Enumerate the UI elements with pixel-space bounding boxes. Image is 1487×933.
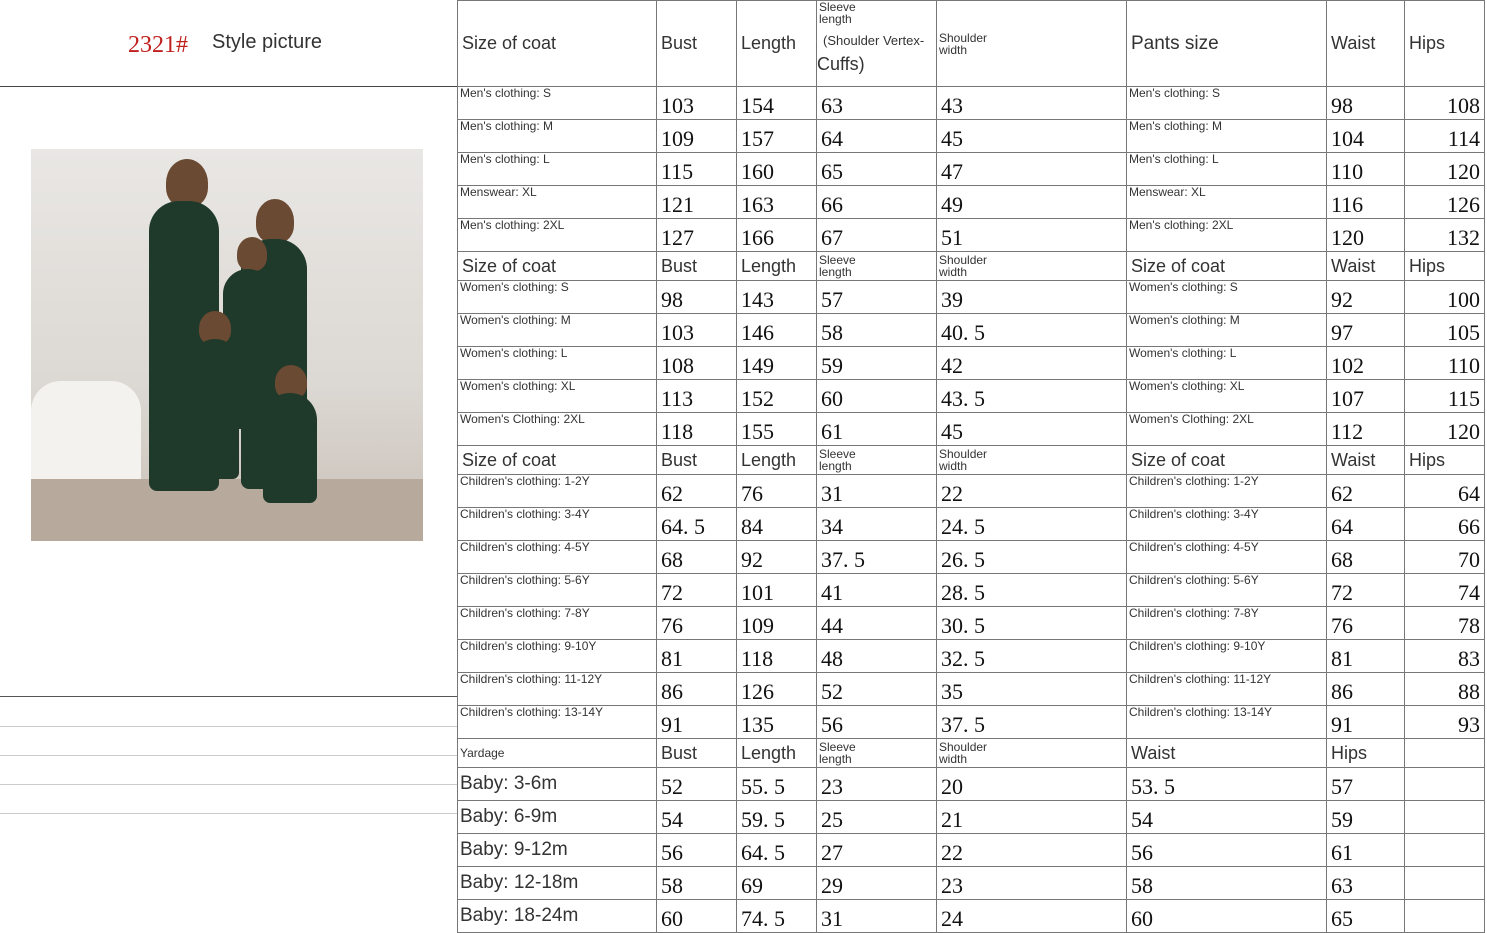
- children-hips-value: 64: [1458, 481, 1480, 506]
- women-length-value: 152: [741, 386, 774, 411]
- men-sleeve-value: 67: [821, 225, 843, 250]
- men-sleeve-value: 63: [821, 93, 843, 118]
- men-row: [458, 87, 1485, 120]
- children-length-value: 76: [741, 481, 763, 506]
- men-coat-size: Men's clothing: 2XL: [460, 218, 565, 232]
- children-pants-size: Children's clothing: 7-8Y: [1129, 606, 1259, 620]
- children-pants-size: Children's clothing: 13-14Y: [1129, 705, 1273, 719]
- women-row: [458, 380, 1485, 413]
- sleeve-header-b: length: [819, 459, 852, 473]
- baby-row: [458, 768, 1485, 801]
- baby-row: [458, 801, 1485, 834]
- children-length-value: 92: [741, 547, 763, 572]
- shoulder-header-a: Shoulder: [939, 740, 988, 754]
- men-bust-value: 127: [661, 225, 694, 250]
- women-hips-value: 120: [1447, 419, 1480, 444]
- women-pants-size: Women's Clothing: 2XL: [1129, 412, 1254, 426]
- men-coat-size: Men's clothing: S: [460, 86, 552, 100]
- baby-baby-size: Baby: 18-24m: [460, 905, 579, 926]
- baby-sleeve-value: 29: [821, 873, 843, 898]
- baby-sleeve-value: 25: [821, 807, 843, 832]
- shoulder-header-b: width: [939, 265, 968, 279]
- children-shoulder-value: 24. 5: [941, 514, 985, 539]
- children-sleeve-value: 34: [821, 514, 843, 539]
- baby-shoulder-value: 23: [941, 873, 963, 898]
- women-length-value: 149: [741, 353, 774, 378]
- children-coat-size: Children's clothing: 5-6Y: [460, 573, 590, 587]
- children-hips-value: 78: [1458, 613, 1480, 638]
- style-picture-header: [0, 0, 457, 87]
- women-row: [458, 314, 1485, 347]
- waist-header: Waist: [1131, 742, 1176, 763]
- children-length-value: 135: [741, 712, 774, 737]
- hips-header: Hips: [1409, 449, 1446, 470]
- length-header: Length: [741, 449, 797, 470]
- children-sleeve-value: 56: [821, 712, 843, 737]
- men-row: [458, 153, 1485, 186]
- size-of-coat-header: Size of coat: [1131, 449, 1226, 470]
- length-header: Length: [741, 33, 797, 53]
- women-sleeve-value: 59: [821, 353, 843, 378]
- men-length-value: 154: [741, 93, 774, 118]
- men-row: [458, 120, 1485, 153]
- men-shoulder-value: 43: [941, 93, 963, 118]
- men-row: [458, 219, 1485, 252]
- baby-shoulder-value: 21: [941, 807, 963, 832]
- size-of-coat-header: Size of coat: [462, 449, 557, 470]
- men-waist-value: 110: [1331, 159, 1364, 184]
- baby-bust-value: 56: [661, 840, 683, 865]
- men-pants-size: Menswear: XL: [1129, 185, 1206, 199]
- waist-header: Waist: [1331, 449, 1376, 470]
- men-waist-value: 98: [1331, 93, 1353, 118]
- children-coat-size: Children's clothing: 7-8Y: [460, 606, 590, 620]
- women-bust-value: 113: [661, 386, 694, 411]
- baby-waist-value: 53. 5: [1131, 774, 1175, 799]
- men-shoulder-value: 51: [941, 225, 963, 250]
- baby-length-value: 64. 5: [741, 840, 785, 865]
- children-shoulder-value: 32. 5: [941, 646, 985, 671]
- sleeve-header-b: length: [819, 12, 852, 26]
- children-row: [458, 508, 1485, 541]
- baby-bust-value: 58: [661, 873, 683, 898]
- children-waist-value: 62: [1331, 481, 1353, 506]
- family-pajamas-photo: [31, 149, 423, 541]
- women-length-value: 143: [741, 287, 774, 312]
- baby-row: [458, 834, 1485, 867]
- shoulder-header-b: width: [939, 752, 968, 766]
- women-hips-value: 115: [1447, 386, 1480, 411]
- children-shoulder-value: 22: [941, 481, 963, 506]
- sleeve-header-a: Sleeve: [819, 740, 856, 754]
- baby-waist-value: 56: [1131, 840, 1153, 865]
- children-shoulder-value: 30. 5: [941, 613, 985, 638]
- children-coat-size: Children's clothing: 4-5Y: [460, 540, 590, 554]
- children-coat-size: Children's clothing: 11-12Y: [460, 672, 603, 686]
- men-coat-size: Men's clothing: M: [460, 119, 553, 133]
- men-bust-value: 109: [661, 126, 694, 151]
- children-sleeve-value: 52: [821, 679, 843, 704]
- women-pants-size: Women's clothing: M: [1129, 313, 1240, 327]
- baby-hips-value: 63: [1331, 873, 1353, 898]
- children-length-value: 101: [741, 580, 774, 605]
- children-bust-value: 64. 5: [661, 514, 705, 539]
- men-pants-size: Men's clothing: L: [1129, 152, 1219, 166]
- women-sleeve-value: 61: [821, 419, 843, 444]
- product-code: 2321#: [128, 32, 188, 58]
- children-coat-size: Children's clothing: 9-10Y: [460, 639, 597, 653]
- section-header-row: [458, 252, 1485, 281]
- men-shoulder-value: 45: [941, 126, 963, 151]
- children-shoulder-value: 35: [941, 679, 963, 704]
- men-hips-value: 114: [1447, 126, 1480, 151]
- baby-length-value: 74. 5: [741, 906, 785, 931]
- children-waist-value: 76: [1331, 613, 1353, 638]
- bust-header: Bust: [661, 449, 698, 470]
- style-picture-label: Style picture: [212, 31, 323, 53]
- men-hips-value: 132: [1447, 225, 1480, 250]
- children-pants-size: Children's clothing: 5-6Y: [1129, 573, 1259, 587]
- women-pants-size: Women's clothing: S: [1129, 280, 1238, 294]
- children-hips-value: 88: [1458, 679, 1480, 704]
- women-waist-value: 107: [1331, 386, 1364, 411]
- sleeve-header-d: Cuffs): [817, 54, 865, 74]
- women-shoulder-value: 45: [941, 419, 963, 444]
- size-of-coat-header: Size of coat: [1131, 255, 1226, 276]
- baby-hips-value: 65: [1331, 906, 1353, 931]
- men-hips-value: 126: [1447, 192, 1480, 217]
- men-pants-size: Men's clothing: 2XL: [1129, 218, 1234, 232]
- baby-bust-value: 60: [661, 906, 683, 931]
- baby-baby-size: Baby: 6-9m: [460, 806, 558, 827]
- children-bust-value: 91: [661, 712, 683, 737]
- women-length-value: 146: [741, 320, 774, 345]
- baby-bust-value: 54: [661, 807, 683, 832]
- children-row: [458, 574, 1485, 607]
- children-waist-value: 86: [1331, 679, 1353, 704]
- children-waist-value: 91: [1331, 712, 1353, 737]
- children-length-value: 126: [741, 679, 774, 704]
- women-coat-size: Women's clothing: L: [460, 346, 568, 360]
- children-shoulder-value: 28. 5: [941, 580, 985, 605]
- men-hips-value: 120: [1447, 159, 1480, 184]
- children-bust-value: 62: [661, 481, 683, 506]
- baby-length-value: 69: [741, 873, 763, 898]
- women-length-value: 155: [741, 419, 774, 444]
- children-row: [458, 607, 1485, 640]
- children-bust-value: 68: [661, 547, 683, 572]
- children-length-value: 118: [741, 646, 774, 671]
- children-shoulder-value: 37. 5: [941, 712, 985, 737]
- children-row: [458, 475, 1485, 508]
- length-header: Length: [741, 742, 797, 763]
- baby-row: [458, 900, 1485, 933]
- baby-sleeve-value: 23: [821, 774, 843, 799]
- men-waist-value: 116: [1331, 192, 1364, 217]
- sleeve-header-b: length: [819, 265, 852, 279]
- women-shoulder-value: 39: [941, 287, 963, 312]
- size-of-coat-header: Size of coat: [462, 255, 557, 276]
- length-header: Length: [741, 255, 797, 276]
- men-pants-size: Men's clothing: M: [1129, 119, 1222, 133]
- men-shoulder-value: 49: [941, 192, 963, 217]
- children-bust-value: 86: [661, 679, 683, 704]
- women-hips-value: 110: [1447, 353, 1480, 378]
- children-sleeve-value: 48: [821, 646, 843, 671]
- women-pants-size: Women's clothing: L: [1129, 346, 1237, 360]
- women-row: [458, 413, 1485, 446]
- size-chart-table: [457, 0, 1485, 933]
- children-hips-value: 83: [1458, 646, 1480, 671]
- children-sleeve-value: 37. 5: [821, 547, 865, 572]
- children-pants-size: Children's clothing: 11-12Y: [1129, 672, 1272, 686]
- sleeve-header-a: Sleeve: [819, 447, 856, 461]
- baby-length-value: 55. 5: [741, 774, 785, 799]
- children-waist-value: 68: [1331, 547, 1353, 572]
- children-coat-size: Children's clothing: 1-2Y: [460, 474, 590, 488]
- men-length-value: 163: [741, 192, 774, 217]
- women-bust-value: 98: [661, 287, 683, 312]
- children-length-value: 84: [741, 514, 763, 539]
- women-shoulder-value: 40. 5: [941, 320, 985, 345]
- baby-shoulder-value: 22: [941, 840, 963, 865]
- shoulder-header-a: Shoulder: [939, 447, 988, 461]
- baby-row: [458, 867, 1485, 900]
- baby-sleeve-value: 31: [821, 906, 843, 931]
- children-coat-size: Children's clothing: 13-14Y: [460, 705, 604, 719]
- baby-hips-value: 61: [1331, 840, 1353, 865]
- baby-hips-value: 59: [1331, 807, 1353, 832]
- waist-header: Waist: [1331, 33, 1376, 53]
- men-shoulder-value: 47: [941, 159, 963, 184]
- men-length-value: 157: [741, 126, 774, 151]
- children-length-value: 109: [741, 613, 774, 638]
- children-shoulder-value: 26. 5: [941, 547, 985, 572]
- baby-waist-value: 54: [1131, 807, 1153, 832]
- men-waist-value: 104: [1331, 126, 1364, 151]
- men-coat-size: Men's clothing: L: [460, 152, 550, 166]
- bust-header: Bust: [661, 33, 698, 53]
- children-sleeve-value: 44: [821, 613, 843, 638]
- baby-sleeve-value: 27: [821, 840, 843, 865]
- sleeve-header-a: Sleeve: [819, 0, 856, 14]
- women-sleeve-value: 60: [821, 386, 843, 411]
- children-hips-value: 93: [1458, 712, 1480, 737]
- sleeve-header-a: Sleeve: [819, 253, 856, 267]
- children-hips-value: 74: [1458, 580, 1480, 605]
- men-bust-value: 115: [661, 159, 694, 184]
- hips-header: Hips: [1331, 742, 1368, 763]
- men-sleeve-value: 66: [821, 192, 843, 217]
- yardage-header: Yardage: [460, 746, 505, 760]
- men-pants-size: Men's clothing: S: [1129, 86, 1221, 100]
- baby-baby-size: Baby: 3-6m: [460, 773, 558, 794]
- children-row: [458, 541, 1485, 574]
- baby-baby-size: Baby: 9-12m: [460, 839, 568, 860]
- women-coat-size: Women's clothing: M: [460, 313, 571, 327]
- women-pants-size: Women's clothing: XL: [1129, 379, 1245, 393]
- children-waist-value: 81: [1331, 646, 1353, 671]
- children-coat-size: Children's clothing: 3-4Y: [460, 507, 590, 521]
- baby-waist-value: 58: [1131, 873, 1153, 898]
- children-sleeve-value: 31: [821, 481, 843, 506]
- women-coat-size: Women's Clothing: 2XL: [460, 412, 585, 426]
- baby-bust-value: 52: [661, 774, 683, 799]
- shoulder-header-a: Shoulder: [939, 253, 988, 267]
- men-bust-value: 103: [661, 93, 694, 118]
- men-bust-value: 121: [661, 192, 694, 217]
- children-row: [458, 640, 1485, 673]
- shoulder-header-a: Shoulder: [939, 30, 988, 45]
- section-header-row: [458, 446, 1485, 475]
- children-pants-size: Children's clothing: 3-4Y: [1129, 507, 1259, 521]
- baby-waist-value: 60: [1131, 906, 1153, 931]
- hips-header: Hips: [1409, 255, 1446, 276]
- shoulder-header-b: width: [939, 42, 968, 57]
- children-waist-value: 64: [1331, 514, 1353, 539]
- women-coat-size: Women's clothing: S: [460, 280, 569, 294]
- baby-shoulder-value: 24: [941, 906, 963, 931]
- pants-size-header: Pants size: [1131, 32, 1219, 54]
- women-sleeve-value: 57: [821, 287, 843, 312]
- men-coat-size: Menswear: XL: [460, 185, 537, 199]
- women-hips-value: 100: [1447, 287, 1480, 312]
- children-bust-value: 81: [661, 646, 683, 671]
- bust-header: Bust: [661, 742, 698, 763]
- size-of-coat-header: Size of coat: [462, 33, 557, 53]
- children-pants-size: Children's clothing: 4-5Y: [1129, 540, 1259, 554]
- baby-shoulder-value: 20: [941, 774, 963, 799]
- baby-hips-value: 57: [1331, 774, 1353, 799]
- children-pants-size: Children's clothing: 1-2Y: [1129, 474, 1259, 488]
- women-sleeve-value: 58: [821, 320, 843, 345]
- women-bust-value: 103: [661, 320, 694, 345]
- men-sleeve-value: 64: [821, 126, 843, 151]
- women-waist-value: 102: [1331, 353, 1364, 378]
- men-length-value: 160: [741, 159, 774, 184]
- men-waist-value: 120: [1331, 225, 1364, 250]
- women-shoulder-value: 42: [941, 353, 963, 378]
- hips-header: Hips: [1409, 33, 1446, 53]
- children-pants-size: Children's clothing: 9-10Y: [1129, 639, 1266, 653]
- baby-length-value: 59. 5: [741, 807, 785, 832]
- women-row: [458, 347, 1485, 380]
- men-hips-value: 108: [1447, 93, 1480, 118]
- children-bust-value: 76: [661, 613, 683, 638]
- women-row: [458, 281, 1485, 314]
- men-row: [458, 186, 1485, 219]
- women-hips-value: 105: [1447, 320, 1480, 345]
- shoulder-header-b: width: [939, 459, 968, 473]
- sleeve-header-b: length: [819, 752, 852, 766]
- women-waist-value: 112: [1331, 419, 1364, 444]
- women-waist-value: 92: [1331, 287, 1353, 312]
- baby-header-row: [458, 739, 1485, 768]
- baby-baby-size: Baby: 12-18m: [460, 872, 579, 893]
- women-bust-value: 108: [661, 353, 694, 378]
- sleeve-header-c: (Shoulder Vertex-: [823, 33, 925, 48]
- men-sleeve-value: 65: [821, 159, 843, 184]
- women-waist-value: 97: [1331, 320, 1353, 345]
- children-row: [458, 673, 1485, 706]
- children-bust-value: 72: [661, 580, 683, 605]
- women-shoulder-value: 43. 5: [941, 386, 985, 411]
- waist-header: Waist: [1331, 255, 1376, 276]
- children-waist-value: 72: [1331, 580, 1353, 605]
- header-row: [458, 1, 1485, 87]
- children-hips-value: 70: [1458, 547, 1480, 572]
- bust-header: Bust: [661, 255, 698, 276]
- children-hips-value: 66: [1458, 514, 1480, 539]
- women-coat-size: Women's clothing: XL: [460, 379, 576, 393]
- children-row: [458, 706, 1485, 739]
- women-bust-value: 118: [661, 419, 694, 444]
- men-length-value: 166: [741, 225, 774, 250]
- children-sleeve-value: 41: [821, 580, 843, 605]
